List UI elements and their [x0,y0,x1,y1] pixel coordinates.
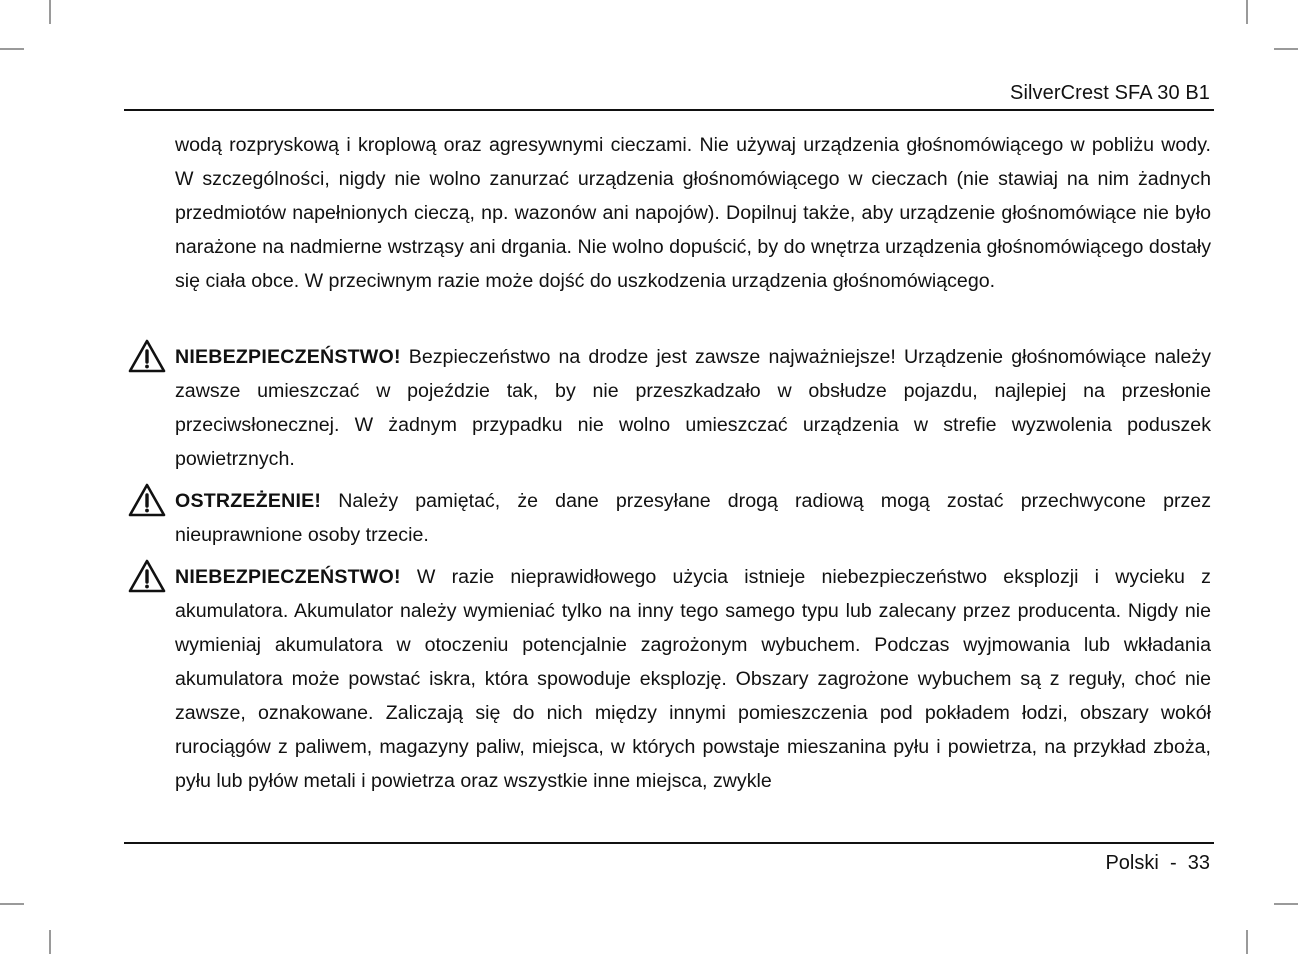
footer-language: Polski [1105,852,1159,874]
crop-mark [0,48,24,50]
header-title: SilverCrest SFA 30 B1 [1010,82,1210,104]
crop-mark [1274,903,1298,905]
page-footer [1105,852,1210,875]
crop-mark [1246,0,1248,24]
crop-mark [0,903,24,905]
intro-paragraph: wodą rozpryskową i kroplową oraz agresywnymi cieczami. Nie używaj urządzenia głośnomówiącego w pobliżu wody. W szczególności, nigdy nie wolno zanurzać urządzenia głośnomówiącego w cieczach (nie stawiaj na nim żadnych przedmiotów napełnionych cieczą, np. wazonów ani napojów). Dopilnuj także, aby urządzenie głośnomówiące nie było narażone na nadmierne wstrząsy ani drgania. Nie wolno dopuścić, by do wnętrza urządzenia głośnomówiącego dostały się ciała obce. W przeciwnym razie może dojść do uszkodzenia urządzenia głośnomówiącego. [175,134,1211,292]
crop-mark [49,0,51,24]
crop-mark [1246,930,1248,954]
warning-text: Bezpieczeństwo na drodze jest zawsze najważniejsze! Urządzenie głośnomówiące należy zawsze umieszczać w pojeździe tak, by nie przeszkadzało w obsłudze pojazdu, najlepiej na przesłonie przeciwsłonecznej. W żadnym przypadku nie wolno umieszczać urządzenia w strefie wyzwolenia poduszek powietrznych. [175,346,1211,470]
footer-separator: - [1169,852,1177,874]
warning-paragraph-radio-data [175,484,1211,552]
warning-paragraph-battery-explosion [175,560,1211,798]
warning-triangle-icon [127,482,167,518]
warning-triangle-icon [127,558,167,594]
warning-text: Należy pamiętać, że dane przesyłane drogą radiową mogą zostać przechwycone przez nieuprawnione osoby trzecie. [175,490,1211,546]
warning-label: NIEBEZPIECZEŃSTWO! [175,566,401,588]
warning-text: W razie nieprawidłowego użycia istnieje niebezpieczeństwo eksplozji i wycieku z akumulatora. Akumulator należy wymieniać tylko na inny tego samego typu lub zalecany przez producenta. Nigdy nie wymieniaj akumulatora w otoczeniu potencjalnie zagrożonym wybuchem. Podczas wyjmowania lub wkładania akumulatora może powstać iskra, która spowoduje eksplozję. Obszary zagrożone wybuchem są z reguły, choć nie zawsze, oznakowane. Zaliczają się do nich między innymi pomieszczenia pod pokładem łodzi, obszary wokół rurociągów z paliwem, magazyny paliw, miejsca, w których powstaje mieszanina pyłu i powietrza, na przykład zboża, pyłu lub pyłów metali i powietrza oraz wszystkie inne miejsca, zwykle [175,566,1211,792]
header-rule [124,109,1214,111]
warning-triangle-icon [127,338,167,374]
warning-paragraph-danger-road [175,340,1211,476]
page-number: 33 [1187,852,1210,874]
crop-mark [49,930,51,954]
crop-mark [1274,48,1298,50]
footer-rule [124,842,1214,844]
warning-label: NIEBEZPIECZEŃSTWO! [175,346,401,368]
warning-label: OSTRZEŻENIE! [175,490,322,512]
